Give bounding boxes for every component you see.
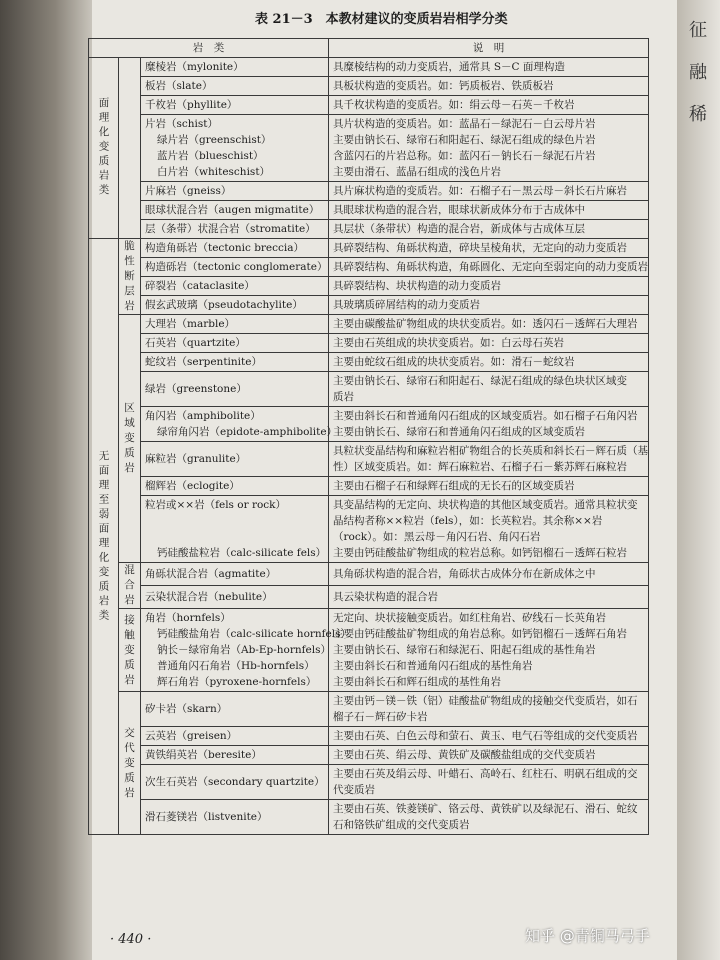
- rock-name-cell: [141, 800, 329, 835]
- table-row: [89, 201, 649, 220]
- description-cell: [329, 586, 649, 609]
- rock-name: 白片岩（whiteschist）: [157, 166, 271, 178]
- rock-name: 榴辉岩（eclogite）: [145, 480, 240, 492]
- rock-name: 构造角砾岩（tectonic breccia）: [145, 242, 305, 254]
- table-row: [89, 296, 649, 315]
- header-row: [89, 39, 649, 58]
- rock-name: 蓝片岩（blueschist）: [157, 150, 264, 162]
- rock-name-cell: [141, 315, 329, 334]
- description-cell: [329, 727, 649, 746]
- rock-description: 主要由斜长石和普通角闪石组成的基性角岩: [333, 660, 533, 672]
- rock-description: 具碎裂结构、块状构造的动力变质岩: [333, 280, 501, 292]
- rock-name: 黄铁绢英岩（beresite）: [145, 749, 262, 761]
- description-cell: [329, 496, 649, 563]
- rock-name: 矽卡岩（skarn）: [145, 703, 228, 715]
- group-label: 面理化变质岩类: [89, 58, 119, 239]
- rock-name: 粒岩或××岩（fels or rock）: [145, 499, 287, 511]
- rock-name-cell: [141, 201, 329, 220]
- rock-description: 具片状构造的变质岩。如：蓝晶石－绿泥石－白云母片岩: [333, 118, 596, 130]
- description-cell: [329, 201, 649, 220]
- rock-description: 主要由石英、铁菱镁矿、铬云母、黄铁矿以及绿泥石、滑石、蛇纹: [333, 803, 638, 815]
- rock-description: 具片麻状构造的变质岩。如：石榴子石－黑云母－斜长石片麻岩: [333, 185, 627, 197]
- description-cell: [329, 407, 649, 442]
- rock-description: 石和铬铁矿组成的交代变质岩: [333, 819, 470, 831]
- table-row: [89, 609, 649, 692]
- table-row: [89, 746, 649, 765]
- description-cell: [329, 692, 649, 727]
- table-row: [89, 353, 649, 372]
- rock-name-cell: [141, 77, 329, 96]
- rock-name: 绿岩（greenstone）: [145, 383, 247, 395]
- description-cell: [329, 115, 649, 182]
- rock-description: 具碎裂结构、角砾状构造，角砾圆化、无定向至弱定向的动力变质岩: [333, 261, 648, 273]
- rock-description: 具眼球状构造的混合岩，眼球状新成体分布于古成体中: [333, 204, 585, 216]
- table-row: [89, 477, 649, 496]
- watermark: 知乎 @青铜马弓手: [525, 927, 650, 945]
- rock-description: 主要由钠长石、绿帘石和普通角闪石组成的区域变质岩: [333, 426, 585, 438]
- rock-name: 云染状混合岩（nebulite）: [145, 591, 273, 603]
- table-row: [89, 727, 649, 746]
- table-row: [89, 77, 649, 96]
- rock-description: 质岩: [333, 391, 354, 403]
- rock-description: 无定向、块状接触变质岩。如红柱角岩、矽线石－长英角岩: [333, 612, 606, 624]
- table-title: 表 21－3 本教材建议的变质岩岩相学分类: [255, 12, 508, 27]
- edge-char: 融: [689, 62, 707, 83]
- description-cell: [329, 182, 649, 201]
- rock-description: （rock）。如：黑云母－角闪石岩、角闪石岩: [333, 531, 541, 543]
- rock-name: 糜棱岩（mylonite）: [145, 61, 244, 73]
- rock-name: 碎裂岩（cataclasite）: [145, 280, 255, 292]
- rock-name: 大理岩（marble）: [145, 318, 236, 330]
- rock-name: [145, 529, 324, 545]
- description-cell: [329, 800, 649, 835]
- rock-name: 钙硅酸盐粒岩（calc-silicate fels）: [157, 547, 327, 559]
- page-number: · 440 ·: [110, 932, 152, 947]
- rock-name: 角岩（hornfels）: [145, 612, 231, 624]
- rock-description: 具角砾状构造的混合岩，角砾状古成体分布在新成体之中: [333, 568, 596, 580]
- rock-description: 主要由石榴子石和绿辉石组成的无长石的区域变质岩: [333, 480, 575, 492]
- rock-description: 具云染状构造的混合岩: [333, 591, 438, 603]
- description-cell: [329, 96, 649, 115]
- description-cell: [329, 239, 649, 258]
- group-label: 无面理至弱面理化变质岩类: [89, 239, 119, 835]
- rock-description: 具变晶结构的无定向、块状构造的其他区域变质岩。通常具粒状变: [333, 499, 638, 511]
- rock-name-cell: [141, 586, 329, 609]
- rock-description: 主要由石英组成的块状变质岩。如：白云母石英岩: [333, 337, 564, 349]
- rock-name-cell: [141, 477, 329, 496]
- table-row: [89, 563, 649, 586]
- subgroup-label: 区域变质岩: [119, 315, 141, 563]
- rock-name: 绿片岩（greenschist）: [157, 134, 272, 146]
- rock-description: 具糜棱结构的动力变质岩，通常具 S－C 面理构造: [333, 61, 565, 73]
- table-row: [89, 442, 649, 477]
- rock-name-cell: [141, 239, 329, 258]
- table-row: [89, 334, 649, 353]
- table-row: [89, 96, 649, 115]
- rock-name: 片岩（schist）: [145, 118, 218, 130]
- description-cell: [329, 609, 649, 692]
- rock-description: 主要由钙硅酸盐矿物组成的粒岩总称。如钙铝榴石－透辉石粒岩: [333, 547, 627, 559]
- rock-name: 辉石角岩（pyroxene-hornfels）: [157, 676, 317, 688]
- table-row: [89, 182, 649, 201]
- rock-name: 绿帘角闪岩（epidote-amphibolite）: [157, 426, 338, 438]
- rock-name: 次生石英岩（secondary quartzite）: [145, 776, 325, 788]
- rock-name: 角砾状混合岩（agmatite）: [145, 568, 277, 580]
- rock-description: 主要由斜长石和辉石组成的基性角岩: [333, 676, 501, 688]
- rock-name-cell: [141, 58, 329, 77]
- rock-name: [145, 513, 324, 529]
- subgroup-label: 混合岩: [119, 563, 141, 609]
- rock-name: 普通角闪石角岩（Hb-hornfels）: [157, 660, 315, 672]
- rock-name: 石英岩（quartzite）: [145, 337, 246, 349]
- rock-name-cell: [141, 296, 329, 315]
- rock-name-cell: [141, 563, 329, 586]
- rock-name: 钠长－绿帘角岩（Ab-Ep-hornfels）: [157, 644, 331, 656]
- rock-name-cell: [141, 727, 329, 746]
- table-row: [89, 277, 649, 296]
- rock-description: 具千枚状构造的变质岩。如：绢云母－石英－千枚岩: [333, 99, 575, 111]
- rock-description: 具粒状变晶结构和麻粒岩相矿物组合的长英质和斜长石－辉石质（基: [333, 445, 648, 457]
- table-row: [89, 58, 649, 77]
- table-row: [89, 765, 649, 800]
- table-row: [89, 115, 649, 182]
- subgroup-label: 脆性断层岩: [119, 239, 141, 315]
- description-cell: [329, 277, 649, 296]
- subgroup-label: [119, 58, 141, 239]
- description-cell: [329, 765, 649, 800]
- header-rock-type: 岩 类: [89, 39, 329, 58]
- rock-description: 具层状（条带状）构造的混合岩，新成体与古成体互层: [333, 223, 585, 235]
- table-row: [89, 315, 649, 334]
- edge-char: 征: [689, 20, 707, 41]
- header-description: 说 明: [329, 39, 649, 58]
- rock-description: 主要由蛇纹石组成的块状变质岩。如：滑石－蛇纹岩: [333, 356, 575, 368]
- rock-name: 角闪岩（amphibolite）: [145, 410, 261, 422]
- rock-name: 构造砾岩（tectonic conglomerate）: [145, 261, 328, 273]
- rock-name-cell: [141, 407, 338, 442]
- rock-name: 层（条带）状混合岩（stromatite）: [145, 223, 316, 235]
- rock-name: 蛇纹岩（serpentinite）: [145, 356, 262, 368]
- description-cell: [329, 220, 649, 239]
- rock-name-cell: [141, 277, 329, 296]
- rock-name: 片麻岩（gneiss）: [145, 185, 232, 197]
- description-cell: [329, 372, 649, 407]
- rock-description: 主要由石英及绢云母、叶蜡石、高岭石、红柱石、明矾石组成的交: [333, 768, 638, 780]
- rock-name-cell: [141, 765, 329, 800]
- table-row: [89, 258, 649, 277]
- rock-name: 千枚岩（phyllite）: [145, 99, 238, 111]
- rock-name-cell: [141, 182, 329, 201]
- rock-name-cell: [141, 496, 329, 563]
- rock-name-cell: [141, 115, 329, 182]
- rock-name-cell: [141, 220, 329, 239]
- rock-name-cell: [141, 442, 329, 477]
- description-cell: [329, 746, 649, 765]
- rock-description: 主要由钙－镁－铁（铝）硅酸盐矿物组成的接触交代变质岩，如石: [333, 695, 638, 707]
- rock-name-cell: [141, 372, 329, 407]
- rock-description: 榴子石－辉石矽卡岩: [333, 711, 428, 723]
- rock-name: 钙硅酸盐角岩（calc-silicate hornfels）: [157, 628, 352, 640]
- table-row: [89, 220, 649, 239]
- edge-char: 稀: [689, 104, 707, 125]
- rock-description: 主要由滑石、蓝晶石组成的浅色片岩: [333, 166, 501, 178]
- rock-name: 云英岩（greisen）: [145, 730, 238, 742]
- rock-description: 性）区域变质岩。如：辉石麻粒岩、石榴子石－紫苏辉石麻粒岩: [333, 461, 627, 473]
- description-cell: [329, 315, 649, 334]
- rock-name-cell: [141, 692, 329, 727]
- rock-name: 板岩（slate）: [145, 80, 213, 92]
- rock-description: 晶结构者称××粒岩（fels），如：长英粒岩。其余称××岩: [333, 515, 603, 527]
- table-row: [89, 239, 649, 258]
- rock-description: 主要由碳酸盐矿物组成的块状变质岩。如：透闪石－透辉石大理岩: [333, 318, 638, 330]
- rock-description: 主要由斜长石和普通角闪石组成的区域变质岩。如石榴子石角闪岩: [333, 410, 638, 422]
- rock-name-cell: [141, 609, 352, 692]
- rock-name: 滑石菱镁岩（listvenite）: [145, 811, 268, 823]
- rock-name: 假玄武玻璃（pseudotachylite）: [145, 299, 303, 311]
- classification-table: [88, 38, 649, 835]
- rock-description: 具板状构造的变质岩。如：钙质板岩、铁质板岩: [333, 80, 554, 92]
- description-cell: [329, 296, 649, 315]
- next-page-edge: [677, 0, 720, 960]
- rock-name: 眼球状混合岩（augen migmatite）: [145, 204, 320, 216]
- table-row: [89, 372, 649, 407]
- description-cell: [329, 442, 649, 477]
- rock-description: 主要由石英、白色云母和萤石、黄玉、电气石等组成的交代变质岩: [333, 730, 638, 742]
- rock-description: 主要由石英、绢云母、黄铁矿及碳酸盐组成的交代变质岩: [333, 749, 596, 761]
- description-cell: [329, 353, 649, 372]
- rock-description: 主要由钠长石、绿帘石和绿泥石、阳起石组成的基性角岩: [333, 644, 596, 656]
- subgroup-label: 接触变质岩: [119, 609, 141, 692]
- table-row: [89, 496, 649, 563]
- description-cell: [329, 563, 649, 586]
- subgroup-label: 交代变质岩: [119, 692, 141, 835]
- rock-name-cell: [141, 258, 329, 277]
- rock-name-cell: [141, 334, 329, 353]
- description-cell: [329, 58, 649, 77]
- table-row: [89, 800, 649, 835]
- book-edge: [0, 0, 92, 960]
- description-cell: [329, 477, 649, 496]
- rock-name-cell: [141, 96, 329, 115]
- table-row: [89, 407, 649, 442]
- rock-name: 麻粒岩（granulite）: [145, 453, 247, 465]
- description-cell: [329, 258, 649, 277]
- rock-description: 主要由钠长石、绿帘石和阳起石、绿泥石组成的绿色片岩: [333, 134, 596, 146]
- rock-description: 具玻璃质碎屑结构的动力变质岩: [333, 299, 480, 311]
- rock-description: 具碎裂结构、角砾状构造，碎块呈棱角状，无定向的动力变质岩: [333, 242, 627, 254]
- description-cell: [329, 77, 649, 96]
- rock-description: 主要由钠长石、绿帘石和阳起石、绿泥石组成的绿色块状区域变: [333, 375, 627, 387]
- description-cell: [329, 334, 649, 353]
- rock-name-cell: [141, 746, 329, 765]
- rock-name-cell: [141, 353, 329, 372]
- rock-description: 含蓝闪石的片岩总称。如：蓝闪石－钠长石－绿泥石片岩: [333, 150, 596, 162]
- table-row: [89, 586, 649, 609]
- rock-description: 主要由钙硅酸盐矿物组成的角岩总称。如钙铝榴石－透辉石角岩: [333, 628, 627, 640]
- table-row: [89, 692, 649, 727]
- rock-description: 代变质岩: [333, 784, 375, 796]
